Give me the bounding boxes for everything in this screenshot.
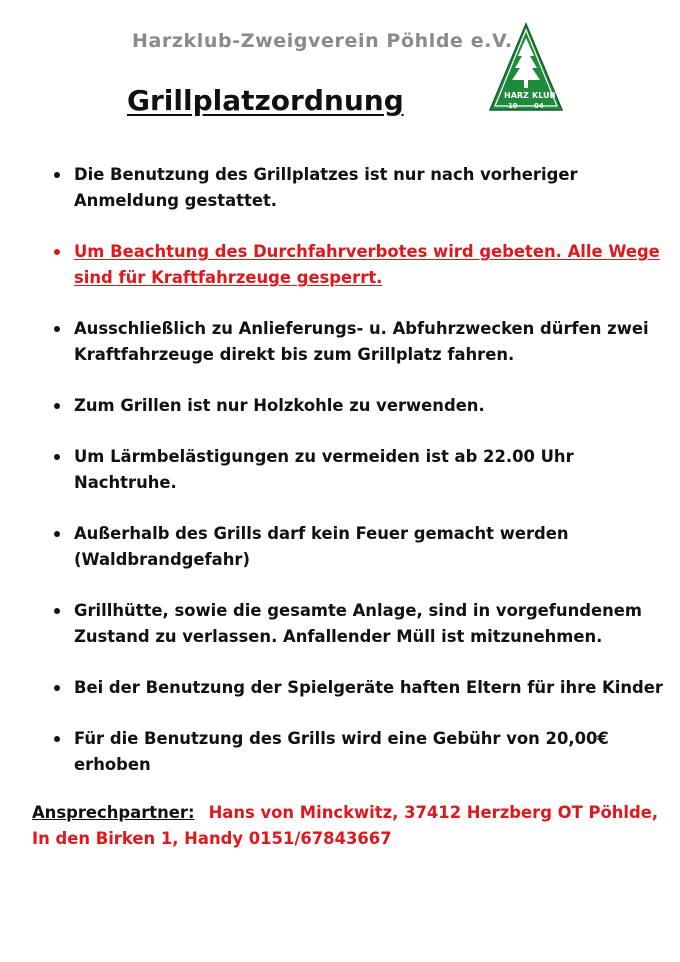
bullet-icon [54,172,60,178]
bullet-icon [54,454,60,460]
rule-item [52,726,664,778]
rule-text: Zum Grillen ist nur Holzkohle zu verwenden. [74,396,485,415]
rule-text: Die Benutzung des Grillplatzes ist nur nach vorheriger Anmeldung gestattet. [74,165,578,210]
logo-year-left: 19 [508,102,518,110]
rule-item [52,675,664,701]
bullet-icon [54,608,60,614]
bullet-icon [54,249,60,255]
logo-year-right: 04 [534,102,544,110]
rule-item [52,162,664,214]
contact-label: Ansprechpartner: [32,803,195,822]
bullet-icon [54,403,60,409]
rule-text: Ausschließlich zu Anlieferungs- u. Abfuhrzwecken dürfen zwei Kraftfahrzeuge direkt bis zum Grillplatz fahren. [74,319,649,364]
rule-item [52,316,664,368]
rule-text: Um Beachtung des Durchfahrverbotes wird gebeten. Alle Wege sind für Kraftfahrzeuge gesperrt. [74,242,660,287]
rule-item-warning [52,239,664,291]
rule-text: Bei der Benutzung der Spielgeräte haften Eltern für ihre Kinder [74,678,663,697]
bullet-icon [54,326,60,332]
rule-item [52,393,664,419]
contact-block [32,800,662,852]
rule-text: Außerhalb des Grills darf kein Feuer gemacht werden (Waldbrandgefahr) [74,524,569,569]
bullet-icon [54,736,60,742]
rules-list [52,162,664,803]
club-name: Harzklub-Zweigverein Pöhlde e.V. [132,30,513,52]
logo-text-right: KLUB [532,91,556,100]
bullet-icon [54,531,60,537]
rule-text: Um Lärmbelästigungen zu vermeiden ist ab 22.00 Uhr Nachtruhe. [74,447,574,492]
rule-text: Grillhütte, sowie die gesamte Anlage, sind in vorgefundenem Zustand zu verlassen. Anfallender Müll ist mitzunehmen. [74,601,642,646]
harzklub-logo [488,22,564,114]
rule-text: Für die Benutzung des Grills wird eine Gebühr von 20,00€ erhoben [74,729,609,774]
rule-item [52,598,664,650]
rule-item [52,444,664,496]
contact-details: Hans von Minckwitz, 37412 Herzberg OT Pöhlde, In den Birken 1, Handy 0151/67843667 [32,803,659,848]
bullet-icon [54,685,60,691]
logo-text-left: HARZ [504,91,529,100]
rule-item [52,521,664,573]
page-title: Grillplatzordnung [127,84,404,117]
